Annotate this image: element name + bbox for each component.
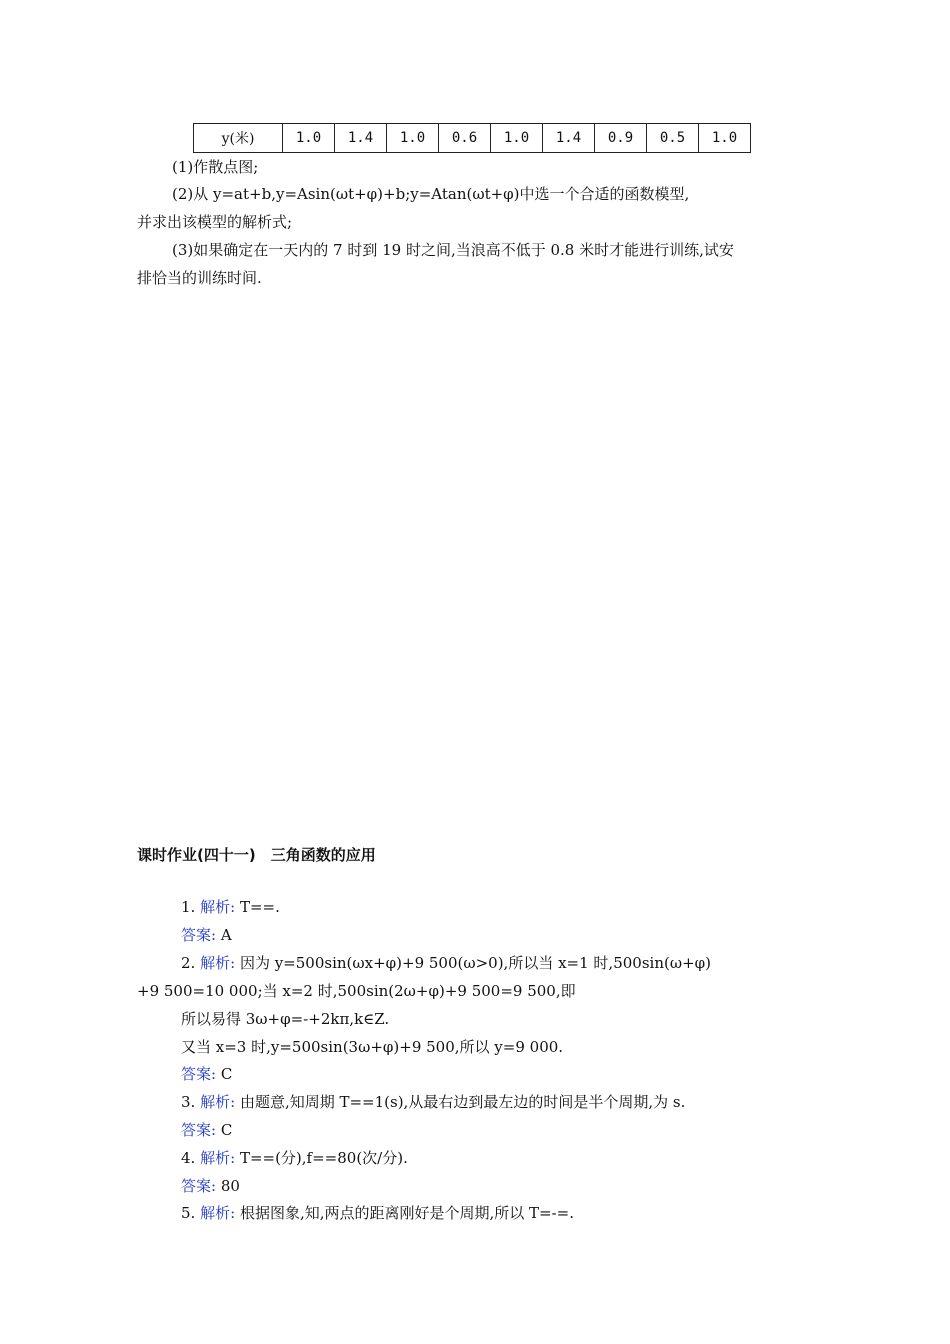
table-cell: 1.4 — [543, 124, 595, 153]
table-cell: 1.0 — [699, 124, 751, 153]
table-header-cell: y(米) — [194, 124, 283, 153]
answer-label: 答案: — [181, 926, 217, 944]
analysis-label: 解析: — [200, 898, 236, 916]
solution-text: 因为 y=500sin(ωx+φ)+9 500(ω>0),所以当 x=1 时,500sin(ω+φ) — [239, 954, 711, 972]
answer-value: C — [220, 1065, 233, 1083]
solution-number: 1. — [181, 898, 196, 916]
table-cell: 0.9 — [595, 124, 647, 153]
solution-2-line-1 — [181, 952, 711, 973]
solution-5 — [181, 1202, 574, 1223]
solution-1 — [181, 896, 280, 917]
analysis-label: 解析: — [200, 954, 236, 972]
answer-3 — [181, 1119, 232, 1140]
section-title: 课时作业(四十一) 三角函数的应用 — [137, 846, 376, 864]
answer-label: 答案: — [181, 1065, 217, 1083]
question-2-line-2: 并求出该模型的解析式; — [137, 213, 293, 231]
table-cell: 0.5 — [647, 124, 699, 153]
solution-2-line-4: 又当 x=3 时,y=500sin(3ω+φ)+9 500,所以 y=9 000. — [181, 1038, 564, 1056]
answer-value: C — [220, 1121, 233, 1139]
analysis-label: 解析: — [200, 1204, 236, 1222]
solution-number: 5. — [181, 1204, 196, 1222]
table-row — [194, 124, 751, 153]
table-cell: 1.0 — [283, 124, 335, 153]
solution-text: T==(分),f==80(次/分). — [239, 1149, 408, 1167]
table-cell: 1.0 — [491, 124, 543, 153]
answer-label: 答案: — [181, 1121, 217, 1139]
answer-value: 80 — [220, 1177, 240, 1195]
solution-text: T==. — [239, 898, 280, 916]
question-3-line-2: 排恰当的训练时间. — [137, 269, 262, 287]
solution-2-line-2: +9 500=10 000;当 x=2 时,500sin(2ω+φ)+9 500=9 500,即 — [137, 982, 576, 1000]
table-cell: 0.6 — [439, 124, 491, 153]
solution-text: 根据图象,知,两点的距离刚好是个周期,所以 T=-=. — [239, 1204, 574, 1222]
answer-2 — [181, 1063, 232, 1084]
answer-1 — [181, 924, 232, 945]
solution-number: 3. — [181, 1093, 196, 1111]
answer-4 — [181, 1175, 240, 1196]
wave-height-table — [193, 123, 751, 153]
analysis-label: 解析: — [200, 1093, 236, 1111]
solution-4 — [181, 1147, 408, 1168]
analysis-label: 解析: — [200, 1149, 236, 1167]
table-cell: 1.4 — [335, 124, 387, 153]
solution-3 — [181, 1091, 685, 1112]
solution-2-line-3: 所以易得 3ω+φ=-+2kπ,k∈Z. — [181, 1010, 390, 1028]
solution-number: 2. — [181, 954, 196, 972]
table-cell: 1.0 — [387, 124, 439, 153]
solution-number: 4. — [181, 1149, 196, 1167]
answer-label: 答案: — [181, 1177, 217, 1195]
solution-text: 由题意,知周期 T==1(s),从最右边到最左边的时间是半个周期,为 s. — [239, 1093, 686, 1111]
question-1: (1)作散点图; — [172, 158, 259, 176]
question-2-line-1: (2)从 y=at+b,y=Asin(ωt+φ)+b;y=Atan(ωt+φ)中选一个合适的函数模型, — [172, 185, 690, 203]
answer-value: A — [220, 926, 232, 944]
question-3-line-1: (3)如果确定在一天内的 7 时到 19 时之间,当浪高不低于 0.8 米时才能进行训练,试安 — [172, 241, 734, 259]
